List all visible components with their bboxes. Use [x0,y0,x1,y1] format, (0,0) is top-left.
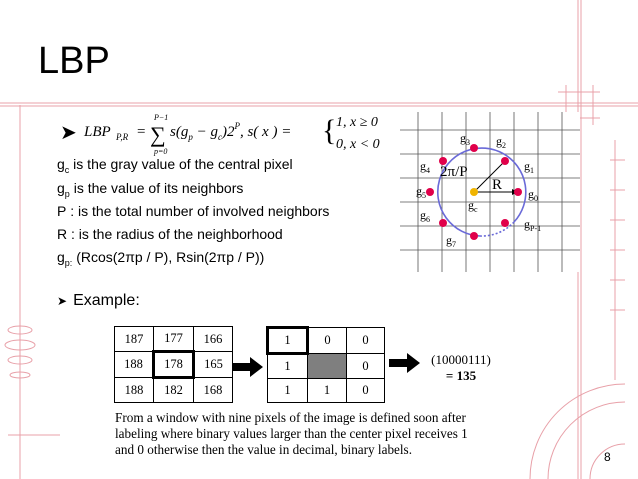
center-point [470,188,478,196]
input-cell: 188 [115,352,154,378]
bullet-arrow: ➤ [60,122,77,144]
input-window [114,326,233,403]
result-binary: (10000111) [431,352,491,367]
lbp-result [423,352,499,384]
label-gc: $g_c$ [468,198,478,214]
definition-gp-coords: $g_{p:}$ (Rcos(2πp / P), Rsin(2πp / P)) [57,249,265,268]
input-cell: 166 [194,327,233,352]
input-cell: 188 [115,378,154,403]
result-decimal: = 135 [445,368,477,383]
input-cell: 182 [154,378,194,403]
formula-lhs-sub: P,R [116,132,129,142]
example-caption [115,410,515,458]
label-g3: $g_3$ [460,131,470,147]
binary-cell: 1 [268,379,308,403]
binary-window [266,326,385,403]
definition-gc: $g_c$ is the gray value of the central pixel [57,156,293,175]
radius-label: R [492,177,503,193]
binary-cell: 1 [308,379,347,403]
arrow-icon [232,356,264,378]
input-cell: 187 [115,327,154,352]
label-g7: $g_7$ [446,233,456,249]
caption-line: and 0 otherwise then the value in decimal, binary labels. [115,442,412,457]
binary-cell: 0 [347,328,385,354]
definition-p: P : is the total number of involved neighbors [57,203,330,219]
binary-cell: 0 [347,354,385,379]
definition-r: R : is the radius of the neighborhood [57,226,283,242]
svg-text:=: = [137,124,146,140]
sum-sign: ∑ [150,122,166,147]
arrow-icon [389,352,421,374]
lbp-formula [60,112,395,160]
angle-label: 2π/P [440,164,468,180]
svg-text:s(gp − gc)2P, s( x ) =: $s(g_p - g_c)2^P$, s( x ) = [170,121,292,142]
label-g4: $g_4$ [420,159,430,175]
label-g6: $g_6$ [420,208,430,224]
case-1: 1, x ≥ 0 [336,115,378,130]
input-cell: 168 [194,378,233,403]
circular-neighborhood-diagram [400,112,580,272]
label-gP-1: $g_{P-1}$ [524,217,542,233]
binary-start-cell: 1 [268,328,308,354]
caption-line: From a window with nine pixels of the image is defined soon after [115,410,466,425]
binary-center-cell [308,354,347,379]
example-heading: ➤ Example: [57,292,140,309]
page-number: 8 [604,450,611,464]
binary-cell: 0 [308,328,347,354]
sum-top: P−1 [154,113,169,122]
input-center-cell: 178 [154,352,194,378]
case-2: 0, x < 0 [336,137,380,152]
input-cell: 165 [194,352,233,378]
label-g1: $g_1$ [524,159,534,175]
caption-line: labeling where binary values larger than the center pixel receives 1 [115,426,468,441]
binary-cell: 1 [268,354,308,379]
label-g2: $g_2$ [496,134,506,150]
sum-bottom: p=0 [154,147,168,156]
formula-lhs: LBP [84,124,111,140]
input-cell: 177 [154,327,194,352]
definition-gp: $g_p$ is the value of its neighbors [57,180,244,199]
svg-text:{: { [322,114,337,147]
slide-title: LBP [38,40,110,82]
label-g5: $g_5$ [416,184,426,200]
binary-cell: 0 [347,379,385,403]
label-g0: $g_0$ [528,187,538,203]
